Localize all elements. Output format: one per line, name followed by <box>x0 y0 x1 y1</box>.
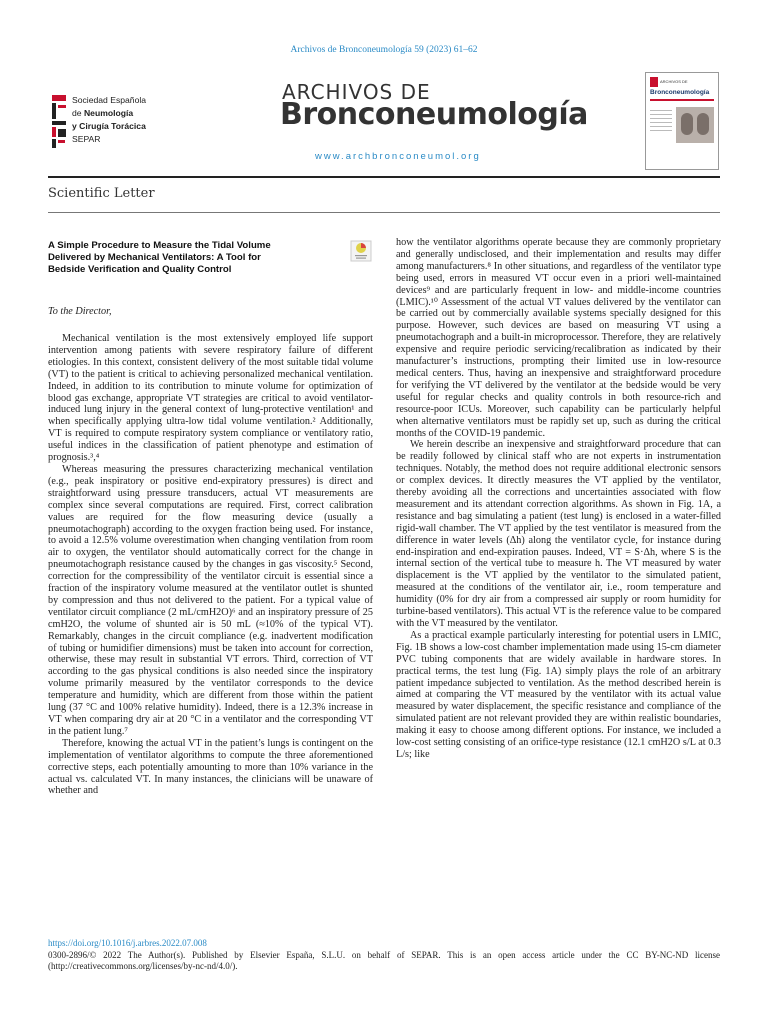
section-divider <box>48 212 720 213</box>
header-divider <box>48 176 720 178</box>
cover-image <box>676 107 714 143</box>
society-line-3 <box>72 120 146 133</box>
paragraph: Mechanical ventilation is the most extensively employed life support intervention among patients with severe respiratory failure of different etiologies. In this context, consistent delivery of the most suitable tidal volume (VT) to the patient is critical to achieving personalized mechanical ventilation. Indeed, in addition to its contribution to minute volume for optimization of blood gas exchange, appropriate VT strategies are critical to avoid ventilator-induced lung injury in the general context of lung-protective ventilation¹ and when specifically applying ultra-low tidal volume ventilation.² Additionally, VT is required to compute respiratory system compliance or ventilatory ratio, useful indices in the classification of patient phenotype and estimation of prognosis.³,⁴ <box>48 333 373 464</box>
article-title: A Simple Procedure to Measure the Tidal Volume Delivered by Mechanical Ventilators: A Tool for Bedside Verification and Quality Control <box>48 240 271 275</box>
doi-link[interactable]: https://doi.org/10.1016/j.arbres.2022.07.008 <box>48 938 207 948</box>
journal-title-main: Bronconeumología <box>280 97 588 132</box>
separ-logo-icon <box>48 93 68 149</box>
journal-reference[interactable]: Archivos de Bronconeumología 59 (2023) 61–62 <box>290 45 478 55</box>
license-text: 0300-2896/© 2022 The Author(s). Published by Elsevier España, S.L.U. on behalf of SEPAR. This is an open access article under the CC BY-NC-ND license (http://creativecommons.org/licenses/by-nc-nd/4.0/). <box>48 949 720 971</box>
body-column-right <box>396 237 721 761</box>
article-type-label: Scientific Letter <box>48 186 155 201</box>
paragraph: how the ventilator algorithms operate because they are commonly proprietary and generally undisclosed, and their implementation and results may differ among manufacturers.⁸ In other situations, and regardless of the ventilator type being used, errors in measured VT occur even in a priori well-maintained devices⁹ and are particularly frequent in low- and middle-income countries (LMIC).¹⁰ Assessment of the actual VT values delivered by the ventilator can be carried out by commercially available systems specially designed for this purpose. However, such devices are based on measuring VT using a pneumotachograph and a built-in microprocessor. Therefore, they are relatively expensive and require periodic servicing/recalibration as indicated by their manufacturer’s instructions, prompting their limited use in low-resource medical centers. Thus, having an inexpensive and straightforward procedure for verifying the VT delivered by the ventilator at the bedside would be very useful for regular checks and quality controls in both resource-rich and resource-poor ICUs. Moreover, such capability can be particularly helpful when alternative ventilators must be rapidly set up, such as during the critical months of the COVID-19 pandemic. <box>396 237 721 439</box>
cover-title: Bronconeumología <box>650 89 710 96</box>
journal-title-top: ARCHIVOS DE <box>282 80 431 104</box>
society-name <box>72 94 146 146</box>
journal-url[interactable]: www.archbronconeumol.org <box>315 151 481 162</box>
paragraph: As a practical example particularly interesting for potential users in LMIC, Fig. 1B shows a low-cost chamber implementation made using 15-cm diameter PVC tubing components that are widely available in hardware stores. In practical terms, the test lung (Fig. 1A) simply plays the role of an arbitrary patient impedance subjected to ventilation. As the method described herein is aimed at comparing the VT measured by the ventilator with its actual value measured by water displacement, the specific resistance and compliance of the simulated patient are not relevant provided they are within realistic boundaries, making it easy to choose among different options. For instance, we included a low-cost setting consisting of an orifice-type resistance (12.1 cmH2O s/L at 0.3 L/s; like <box>396 629 721 760</box>
paragraph: Whereas measuring the pressures characterizing mechanical ventilation (e.g., peak inspiratory or positive end-expiratory pressures) is direct and straightforward using pressure transducers, actual VT measurements are complex since several computations are required. First, correct calibration values are required for the flow measuring device (usually a pneumotachograph) according to the oxygen fraction being used. For instance, to avoid a 12.5% volume overestimation when changing ventilation from room air to oxygen, the ventilator should automatically correct for the change in pneumotachograph resistance caused by the changes in gas viscosity.⁵ Second, correction for the compressibility of the ventilator circuit is essential since a fraction of the inspiratory volume measured at the ventilator outlet is shunted by compression and thus not delivered to the patient. For a typical value of ventilator circuit compliance (2 mL/cmH2O)⁶ and an inspiratory pressure of 25 cmH2O, the volume of shunted air is 50 mL (≈10% of the typical VT). Remarkably, changes in the circuit compliance (e.g. inadvertent modification of tubing or humidifier dimensions) must be taken into account for correction, otherwise, these may result in substantial VT errors. Third, correction of VT according to the gas physical conditions is also needed since the inspiratory volume primarily measured by the ventilator corresponds to the device temperature and humidity, which are different from those within the patient lung (37 °C and 100% relative humidity). Indeed, there is a 12.3% increase in VT when comparing dry air at 20 °C in a ventilator and the corresponding VT in the patient lung.⁷ <box>48 463 373 737</box>
society-line-3-bold: y Cirugía Torácica <box>72 121 146 131</box>
cover-top: ARCHIVOS DE <box>660 79 688 84</box>
footer <box>48 938 720 973</box>
society-line-2-bold: Neumología <box>83 108 134 118</box>
cover-band <box>650 99 714 101</box>
body-column-left <box>48 333 373 797</box>
paragraph: Therefore, knowing the actual VT in the patient’s lungs is contingent on the implementation of ventilator algorithms to compute the three aforementioned corrective steps, each potentially amounting to more than 10% variance in the actual vs. calculated VT. In many instances, the clinicians will be unaware of whether and <box>48 737 373 797</box>
crossmark-icon[interactable] <box>349 240 373 262</box>
salutation: To the Director, <box>48 306 112 317</box>
society-line-1: Sociedad Española <box>72 95 147 105</box>
paragraph: We herein describe an inexpensive and straightforward procedure that can be readily followed by clinical staff who are not experts in instrumentation techniques. Notably, the method does not require additional electronic sensors or complex devices. It directly measures the VT applied by the ventilator, thereby avoiding all the corrections and uncertainties associated with flow measurement and its attendant correction algorithms. As shown in Fig. 1A, a resistance and bag simulating a patient (test lung) is enclosed in a water-filled rigid-wall chamber. The VT applied by the test ventilator is measured from the difference in water levels (Δh) along the ventilator cycle, for instance during end-inspiration and end-expiration pauses. Indeed, VT = S·Δh, where S is the internal section of the vertical tube to measure h. The VT measured by water displacement is the VT applied by the ventilator to the simulated patient, measured at the conditions of the ventilator air, i.e., room temperature and humidity (0% for dry air from a compressed air supply or room humidity for turbine-based ventilators). This actual VT is the reference value to be compared with the VT measured by the ventilator. <box>396 439 721 629</box>
society-line-4: SEPAR <box>72 134 101 144</box>
society-line-2 <box>72 107 146 120</box>
cover-logo-icon <box>650 77 658 87</box>
society-line-2-prefix: de <box>72 108 84 118</box>
cover-text-lines <box>650 107 672 147</box>
journal-cover-thumbnail <box>645 72 719 170</box>
